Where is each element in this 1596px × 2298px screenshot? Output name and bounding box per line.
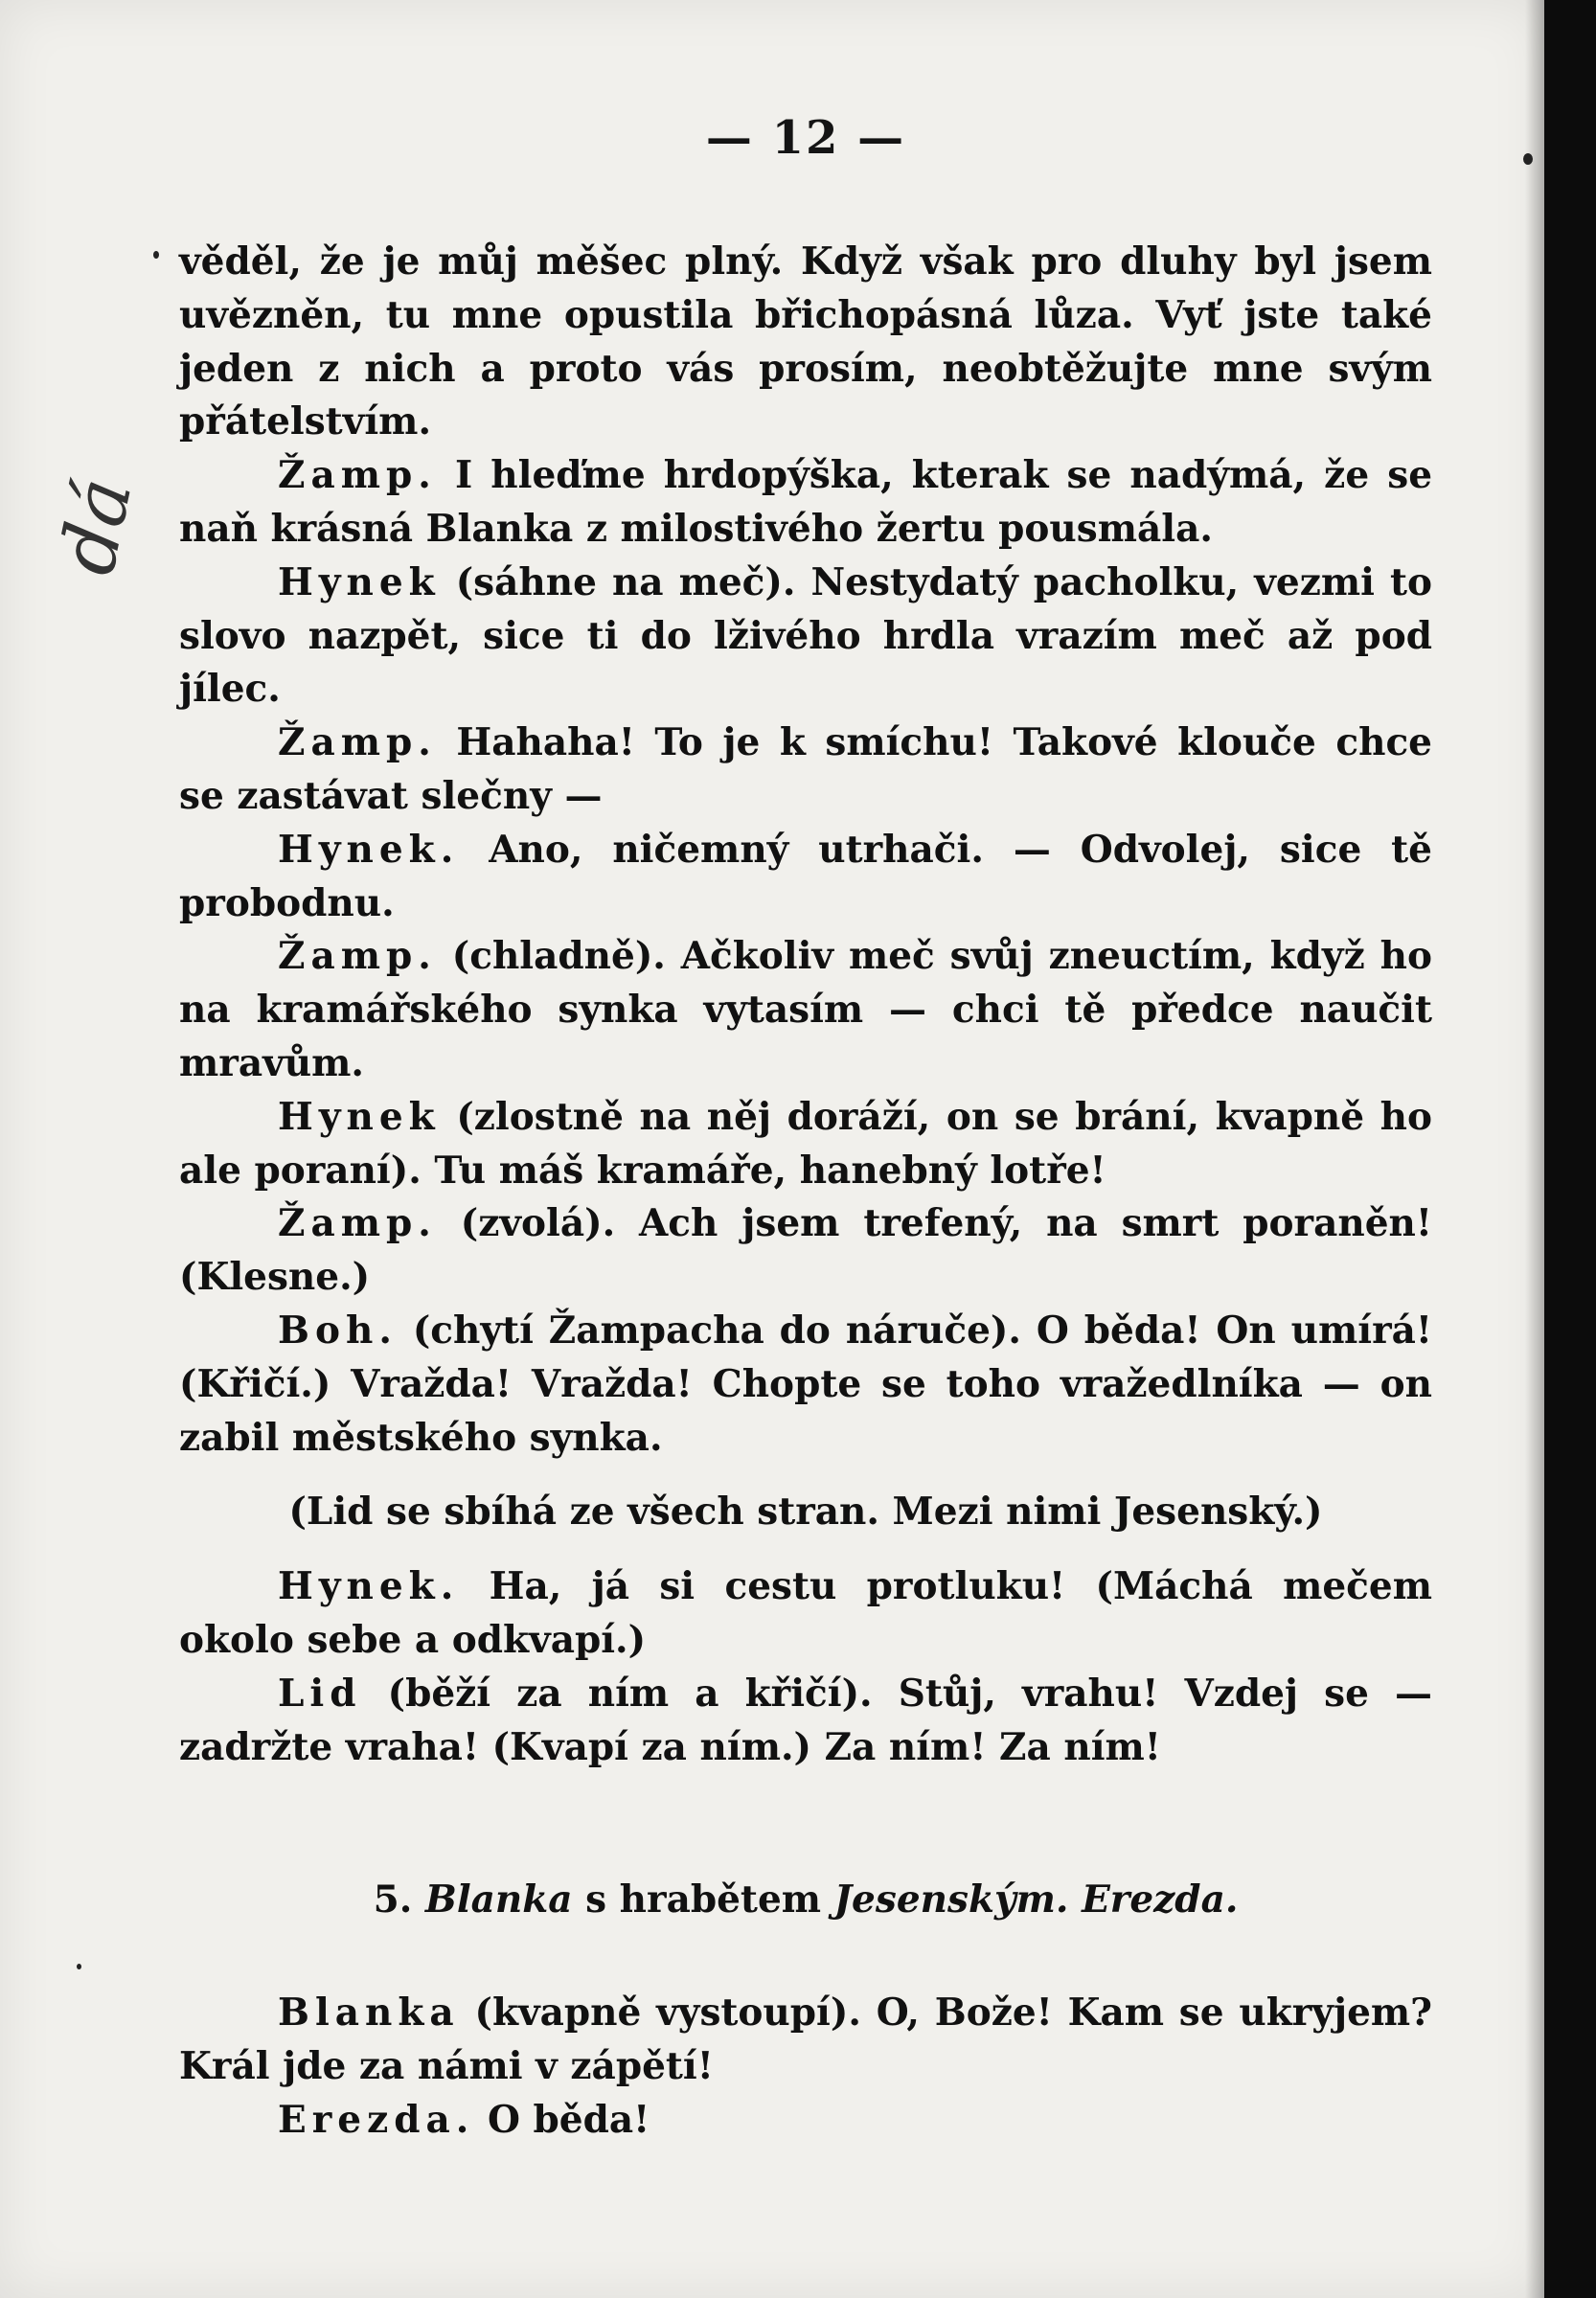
speaker-name: Žamp. — [278, 1201, 437, 1246]
dialogue-text: (chytí Žampacha do náruče). O běda! On umírá! (Křičí.) Vražda! Vražda! Chopte se toho vražedlníka — on zabil městského synka. — [179, 1308, 1433, 1460]
scene-character: Erezda. — [1082, 1877, 1239, 1923]
page-number: — 12 — — [705, 111, 906, 165]
paper-speck — [77, 1964, 81, 1969]
speaker-name: Hynek — [278, 1094, 441, 1139]
dialogue-paragraph — [179, 824, 1432, 931]
speaker-name: Žamp. — [278, 934, 437, 979]
paper-speck — [153, 251, 159, 259]
dialogue-text: I hleďme hrdopýška, kterak se nadýmá, že se naň krásná Blanka z milostivého žertu pousmála. — [179, 453, 1433, 551]
scene-heading — [179, 1874, 1432, 1927]
paper-speck — [1523, 153, 1533, 165]
dialogue-paragraph — [179, 1091, 1432, 1198]
scene-character: Blanka — [424, 1877, 573, 1923]
speaker-name: Hynek. — [278, 827, 460, 872]
scene-character: Jesenským. — [833, 1877, 1069, 1923]
speaker-name: Boh. — [278, 1308, 398, 1353]
page-edge-shadow — [1525, 0, 1544, 2298]
paragraph-continued: věděl, že je můj měšec plný. Když však pro dluhy byl jsem uvězněn, tu mne opustila břichopásná lůza. Vyť jste také jeden z nich a proto vás prosím, neobtěžujte mne svým přátelstvím. — [179, 239, 1432, 444]
speaker-name: Žamp. — [278, 720, 437, 765]
dialogue-text: (zlostně na něj doráží, on se brání, kvapně ho ale poraní). Tu máš kramáře, hanebný lotře! — [179, 1094, 1432, 1193]
dialogue-paragraph — [179, 1560, 1432, 1668]
dialogue-text: (kvapně vystoupí). O, Bože! Kam se ukryjem? Král jde za námi v zápětí! — [179, 1991, 1432, 2088]
dialogue-paragraph — [179, 1197, 1432, 1305]
speaker-name: Hynek — [278, 559, 441, 604]
speaker-name: Blanka — [278, 1991, 460, 2036]
dialogue-text: Ano, ničemný utrhači. — Odvolej, sice tě probodnu. — [179, 827, 1432, 925]
dialogue-paragraph — [179, 1305, 1432, 1465]
scene-number: 5. — [373, 1877, 413, 1923]
dialogue-text: (chladně). Ačkoliv meč svůj zneuctím, když ho na kramářského synka vytasím — chci tě předce naučit mravům. — [179, 934, 1432, 1085]
dialogue-paragraph — [179, 1987, 1432, 2094]
dialogue-text: Hahaha! To je k smíchu! Takové klouče chce se zastávat slečny — — [179, 720, 1432, 818]
dialogue-text: (běží za ním a křičí). Stůj, vrahu! Vzdej se — zadržte vraha! (Kvapí za ním.) Za ním! Za ním! — [179, 1671, 1433, 1769]
dialogue-text: (zvolá). Ach jsem trefený, na smrt poraněn! (Klesne.) — [179, 1201, 1433, 1300]
dialogue-paragraph — [179, 930, 1432, 1090]
dialogue-paragraph — [179, 1668, 1432, 1775]
speaker-name: Hynek. — [278, 1564, 460, 1609]
scene-connector: s hrabětem — [585, 1877, 822, 1923]
speaker-name: Erezda. — [278, 2097, 475, 2142]
stage-direction: (Lid se sbíhá ze všech stran. Mezi nimi Jesenský.) — [288, 1490, 1323, 1535]
dialogue-paragraph — [179, 449, 1432, 557]
dialogue-paragraph — [179, 557, 1432, 717]
speaker-name: Lid — [278, 1671, 362, 1716]
handwritten-margin-note: dá — [42, 470, 149, 582]
dialogue-text: Ha, já si cestu protluku! (Máchá mečem okolo sebe a odkvapí.) — [179, 1564, 1432, 1662]
speaker-name: Žamp. — [278, 453, 437, 498]
page-text — [179, 236, 1432, 2148]
dialogue-text: (sáhne na meč). Nestydatý pacholku, vezmi to slovo nazpět, sice ti do lživého hrdla vrazím meč až pod jílec. — [179, 559, 1432, 712]
dialogue-text: O běda! — [487, 2097, 650, 2142]
dialogue-paragraph — [179, 717, 1432, 824]
dialogue-paragraph — [179, 2094, 1432, 2148]
